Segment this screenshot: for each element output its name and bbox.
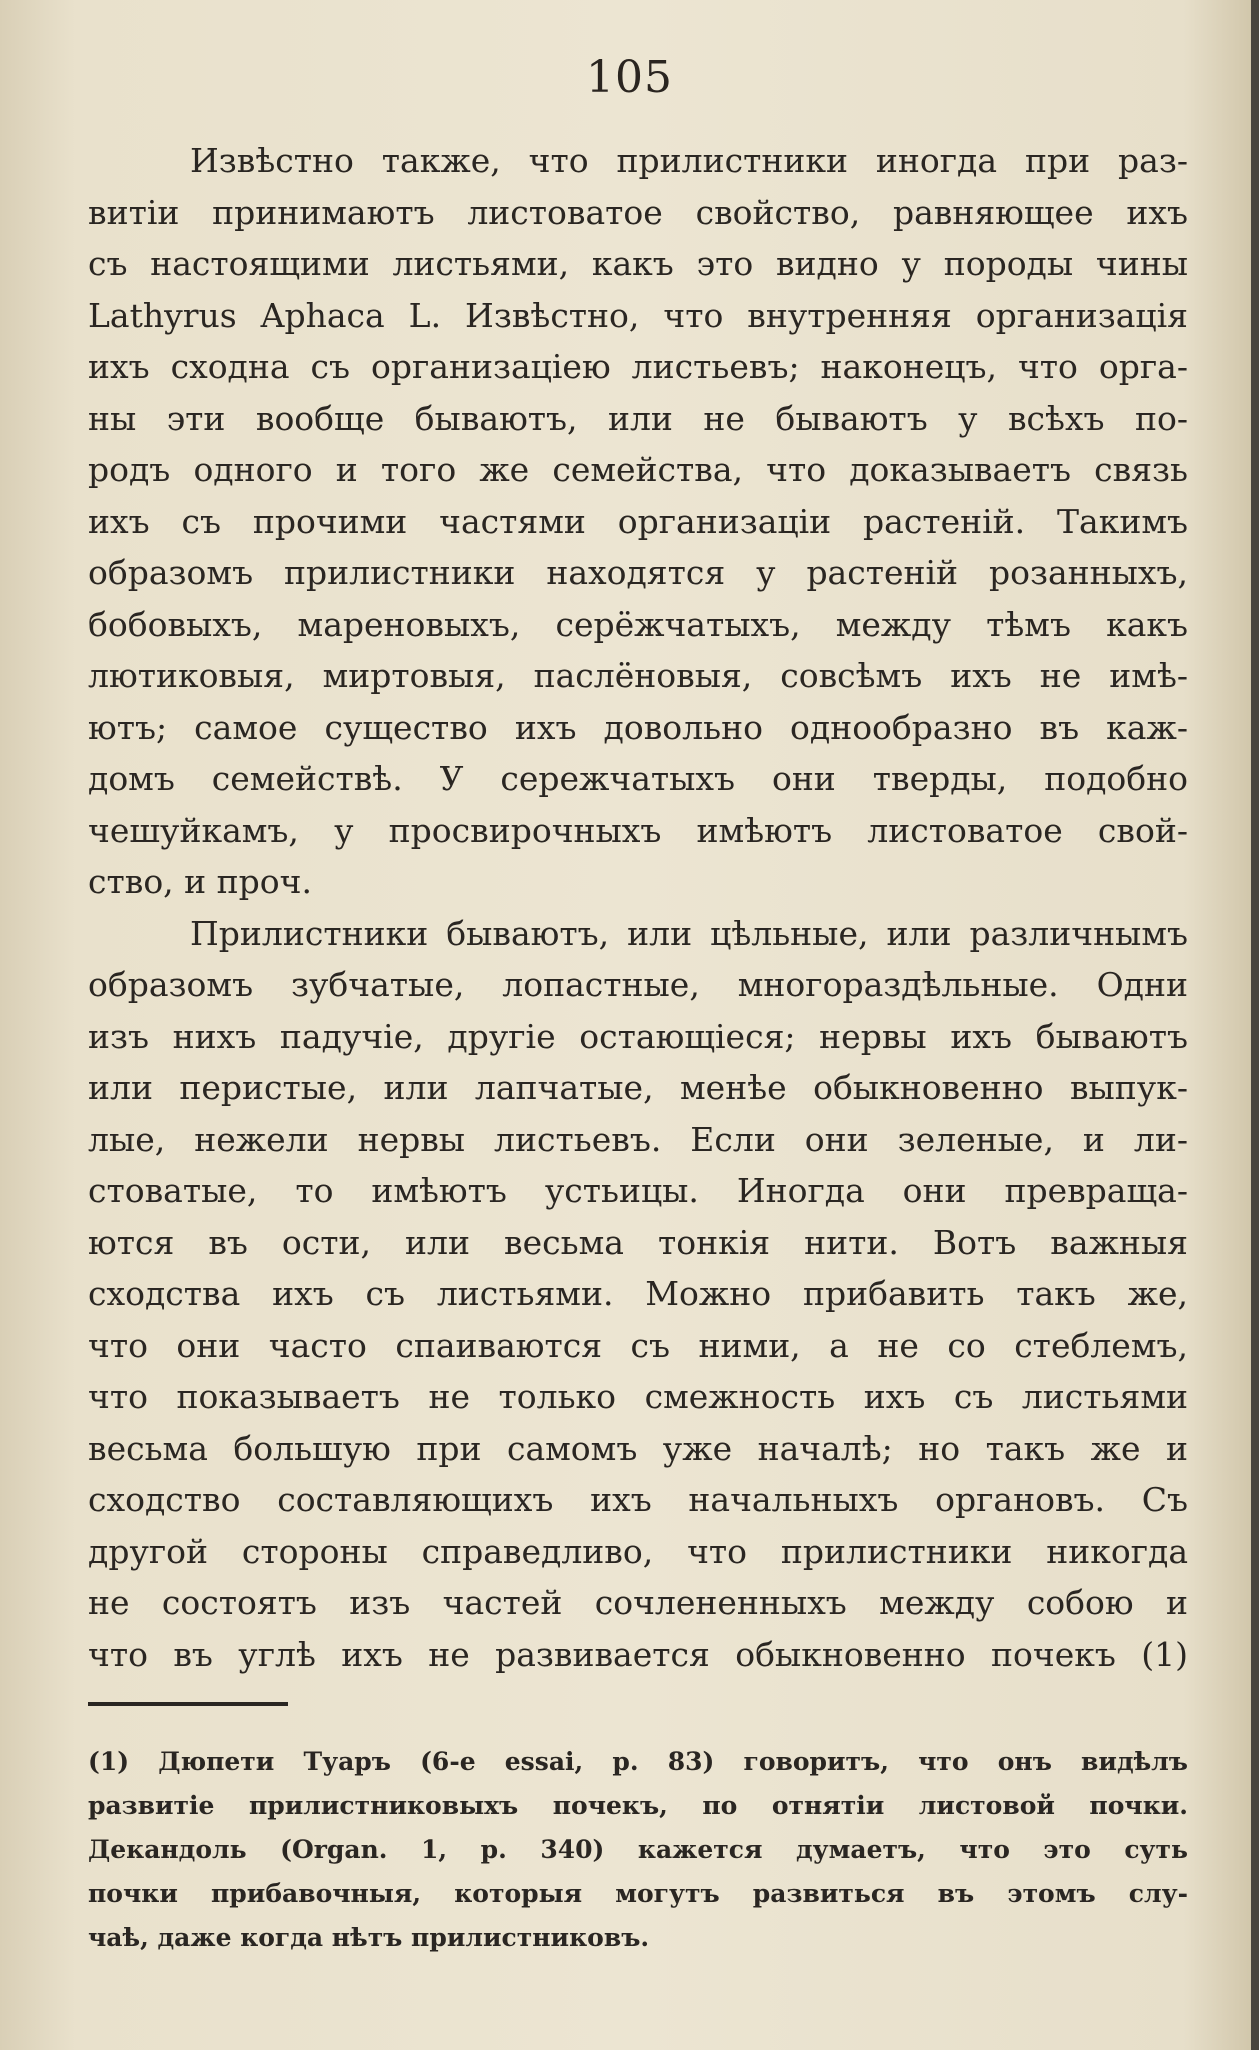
text-line: домъ семействѣ. У сережчатыхъ они тверды, подобно — [88, 759, 1188, 798]
text-line: не состоятъ изъ частей сочлененныхъ между собою и — [88, 1583, 1188, 1622]
text-line: ются въ ости, или весьма тонкія нити. Вотъ важныя — [88, 1222, 1188, 1262]
page-edge — [1251, 0, 1259, 2050]
text-line: чешуйкамъ, у просвирочныхъ имѣютъ листоватое свой- — [88, 810, 1188, 850]
text-line: что они часто спаиваются съ ними, а не со стеблемъ, — [88, 1325, 1188, 1365]
footnote — [88, 1740, 1188, 1960]
text-line: что показываетъ не только смежность ихъ съ листьями — [88, 1377, 1188, 1416]
paragraph-2 — [88, 908, 1188, 1681]
text-line: ихъ съ прочими частями организаціи растеній. Такимъ — [88, 501, 1188, 541]
text-line: лые, нежели нервы листьевъ. Если они зеленые, и ли- — [88, 1119, 1188, 1159]
text-line: родъ одного и того же семейства, что доказываетъ связь — [88, 450, 1188, 489]
text-line: съ настоящими листьями, какъ это видно у породы чины — [88, 244, 1188, 283]
text-line: образомъ зубчатые, лопастные, многораздѣльные. Одни — [88, 965, 1188, 1004]
text-line: Извѣстно также, что прилистники иногда при раз- — [190, 141, 1188, 180]
text-line: бобовыхъ, мареновыхъ, серёжчатыхъ, между тѣмъ какъ — [88, 604, 1188, 644]
text-line: изъ нихъ падучіе, другіе остающіеся; нервы ихъ бываютъ — [88, 1016, 1188, 1056]
text-line: что въ углѣ ихъ не развивается обыкновенно почекъ (1) — [88, 1634, 1188, 1674]
footnote-line: чаѣ, даже когда нѣтъ прилистниковъ. — [88, 1923, 650, 1952]
text-line: лютиковыя, миртовыя, паслёновыя, совсѣмъ ихъ не имѣ- — [88, 656, 1188, 695]
text-line: сходство составляющихъ ихъ начальныхъ органовъ. Съ — [88, 1480, 1188, 1519]
footnote-line: почки прибавочныя, которыя могутъ развиться въ этомъ слу- — [88, 1879, 1188, 1908]
text-line: сходства ихъ съ листьями. Можно прибавить такъ же, — [88, 1274, 1188, 1313]
page-number: 105 — [586, 52, 673, 103]
text-line: ихъ сходна съ организаціею листьевъ; наконецъ, что орга- — [88, 347, 1188, 386]
text-line: стоватые, то имѣютъ устьицы. Иногда они превраща- — [88, 1171, 1188, 1210]
footnote-line: Декандоль (Organ. 1, p. 340) кажется думаетъ, что это суть — [88, 1835, 1188, 1864]
text-line: ютъ; самое существо ихъ довольно однообразно въ каж- — [88, 707, 1188, 747]
footnote-line: (1) Дюпети Туаръ (6-е essai, p. 83) говоритъ, что онъ видѣлъ — [88, 1747, 1188, 1776]
main-text — [88, 135, 1188, 1680]
text-line: ны эти вообще бываютъ, или не бываютъ у всѣхъ по- — [88, 398, 1188, 438]
text-line: или перистые, или лапчатые, менѣе обыкновенно выпук- — [88, 1068, 1188, 1107]
text-line: весьма большую при самомъ уже началѣ; но такъ же и — [88, 1428, 1188, 1468]
text-line: Прилистники бываютъ, или цѣльные, или различнымъ — [190, 913, 1188, 953]
footnote-divider — [88, 1702, 288, 1706]
footnote-line: развитіе прилистниковыхъ почекъ, по отнятіи листовой почки. — [88, 1791, 1188, 1820]
text-line: витіи принимаютъ листоватое свойство, равняющее ихъ — [88, 192, 1188, 232]
paragraph-1 — [88, 135, 1188, 908]
text-line: ство, и проч. — [88, 862, 312, 901]
text-line: образомъ прилистники находятся у растеній розанныхъ, — [88, 553, 1188, 592]
text-line: Lathyrus Aphaca L. Извѣстно, что внутренняя организація — [88, 295, 1188, 335]
text-line: другой стороны справедливо, что прилистники никогда — [88, 1531, 1188, 1571]
